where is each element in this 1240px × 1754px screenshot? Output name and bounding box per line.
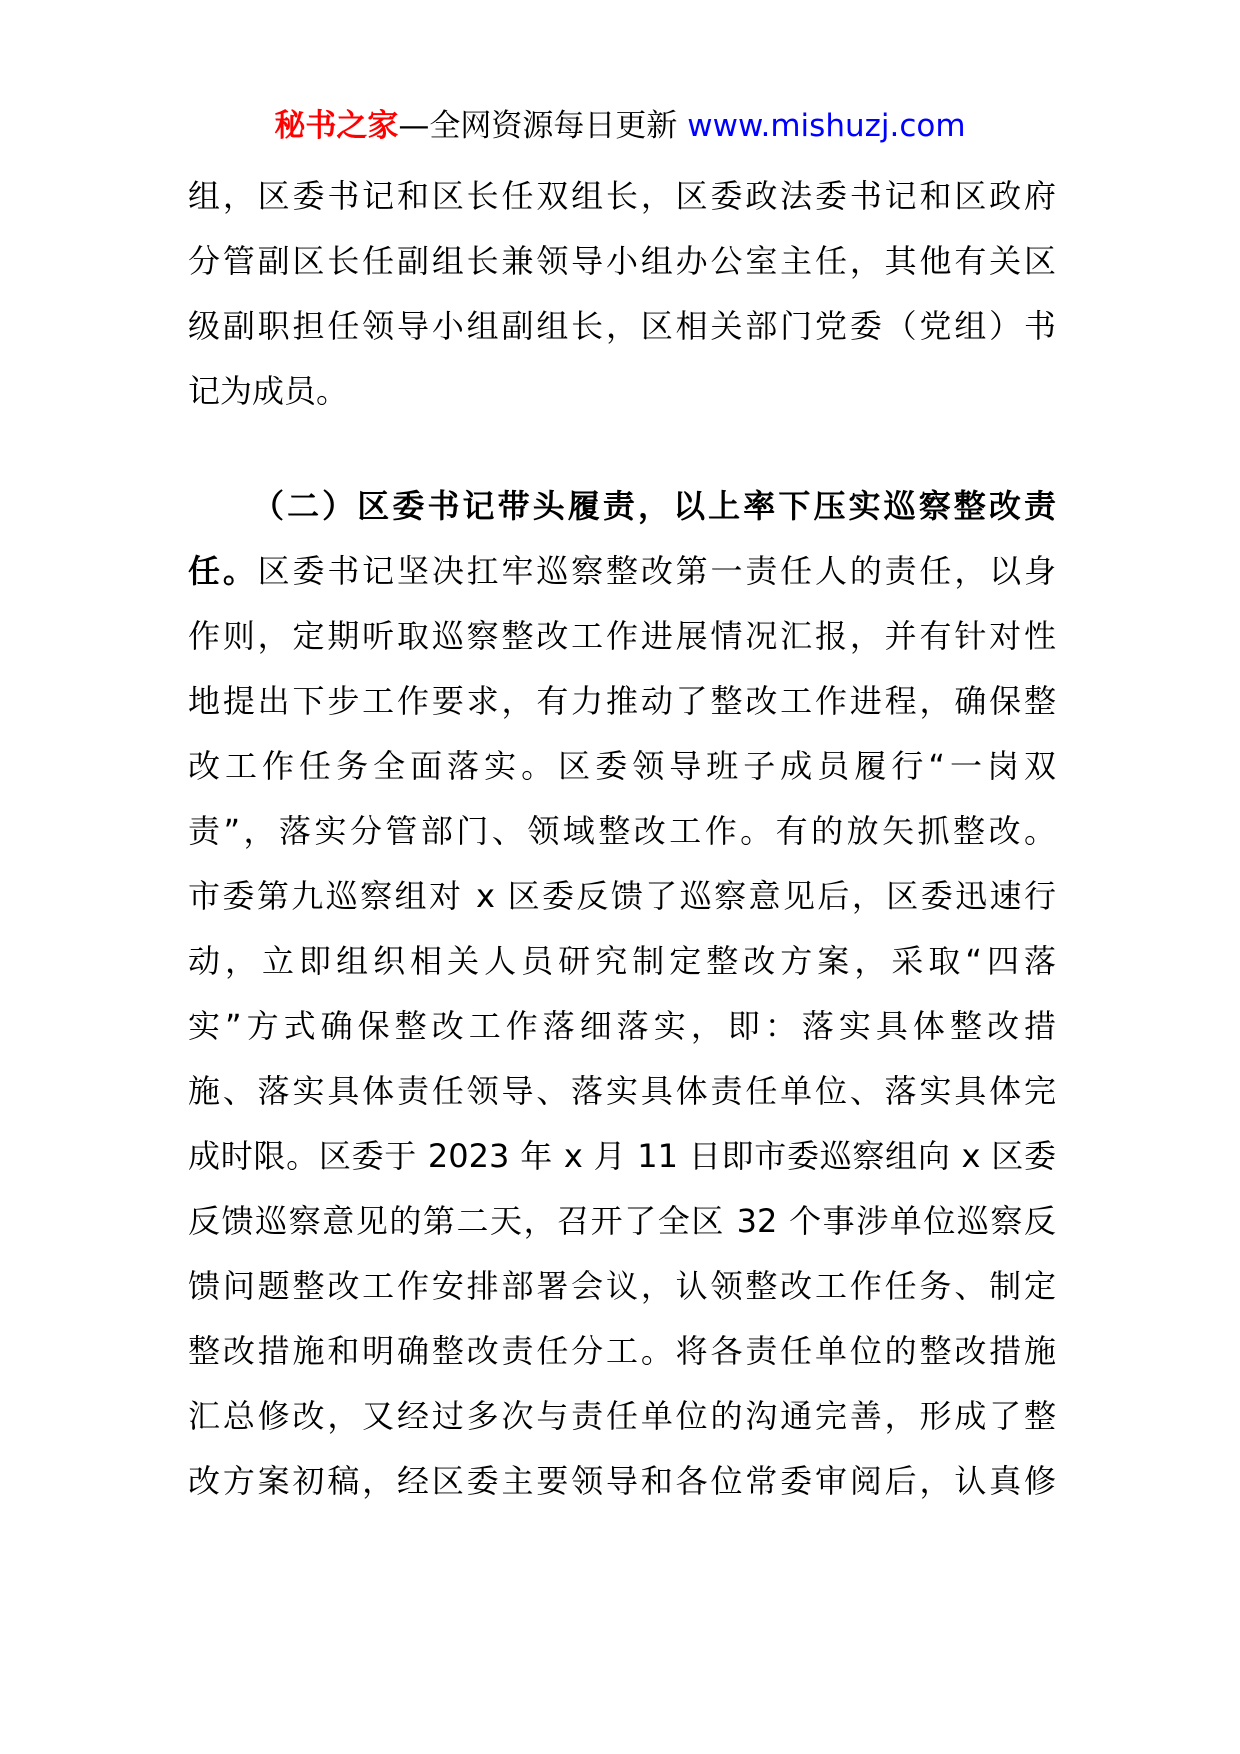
site-brand: 秘书之家 bbox=[274, 108, 399, 144]
text-line: 责”，落实分管部门、领域整改工作。有的放矢抓整改。 bbox=[188, 812, 1056, 850]
text-line: 成时限。区委于 2023 年 x 月 11 日即市委巡察组向 x 区委 bbox=[188, 1137, 1056, 1175]
paragraph-2 bbox=[188, 474, 1056, 1514]
text-line-rest: 区委书记坚决扛牢巡察整改第一责任人的责任，以身 bbox=[257, 552, 1056, 590]
text-line bbox=[188, 539, 1056, 604]
text-line: 地提出下步工作要求，有力推动了整改工作进程，确保整 bbox=[188, 682, 1056, 720]
text-line: 改工作任务全面落实。区委领导班子成员履行“一岗双 bbox=[188, 747, 1056, 785]
text-line: 改方案初稿，经区委主要领导和各位常委审阅后，认真修 bbox=[188, 1462, 1056, 1500]
text-line: 动，立即组织相关人员研究制定整改方案，采取“四落 bbox=[188, 942, 1056, 980]
text-line: 分管副区长任副组长兼领导小组办公室主任，其他有关区 bbox=[188, 242, 1056, 280]
text-line: 作则，定期听取巡察整改工作进展情况汇报，并有针对性 bbox=[188, 617, 1056, 655]
section-heading: （二）区委书记带头履责，以上率下压实巡察整改责 bbox=[252, 487, 1056, 525]
text-line: 市委第九巡察组对 x 区委反馈了巡察意见后，区委迅速行 bbox=[188, 877, 1056, 915]
text-line: 施、落实具体责任领导、落实具体责任单位、落实具体完 bbox=[188, 1072, 1056, 1110]
site-slogan: —全网资源每日更新 bbox=[398, 108, 688, 144]
paragraph-spacer bbox=[188, 424, 1056, 474]
text-line: 记为成员。 bbox=[188, 372, 349, 410]
section-heading-end: 任。 bbox=[188, 552, 258, 590]
text-line: 级副职担任领导小组副组长，区相关部门党委（党组）书 bbox=[188, 307, 1056, 345]
text-line: 反馈巡察意见的第二天，召开了全区 32 个事涉单位巡察反 bbox=[188, 1202, 1056, 1240]
site-header bbox=[0, 104, 1240, 148]
text-line: 汇总修改，又经过多次与责任单位的沟通完善，形成了整 bbox=[188, 1397, 1056, 1435]
text-line: 实”方式确保整改工作落细落实，即：落实具体整改措 bbox=[188, 1007, 1056, 1045]
text-line: 组，区委书记和区长任双组长，区委政法委书记和区政府 bbox=[188, 177, 1056, 215]
text-line: 馈问题整改工作安排部署会议，认领整改工作任务、制定 bbox=[188, 1267, 1056, 1305]
text-line: 整改措施和明确整改责任分工。将各责任单位的整改措施 bbox=[188, 1332, 1056, 1370]
paragraph-1 bbox=[188, 164, 1056, 424]
document-body bbox=[188, 164, 1056, 1514]
site-url-link[interactable]: www.mishuzj.com bbox=[687, 108, 966, 144]
